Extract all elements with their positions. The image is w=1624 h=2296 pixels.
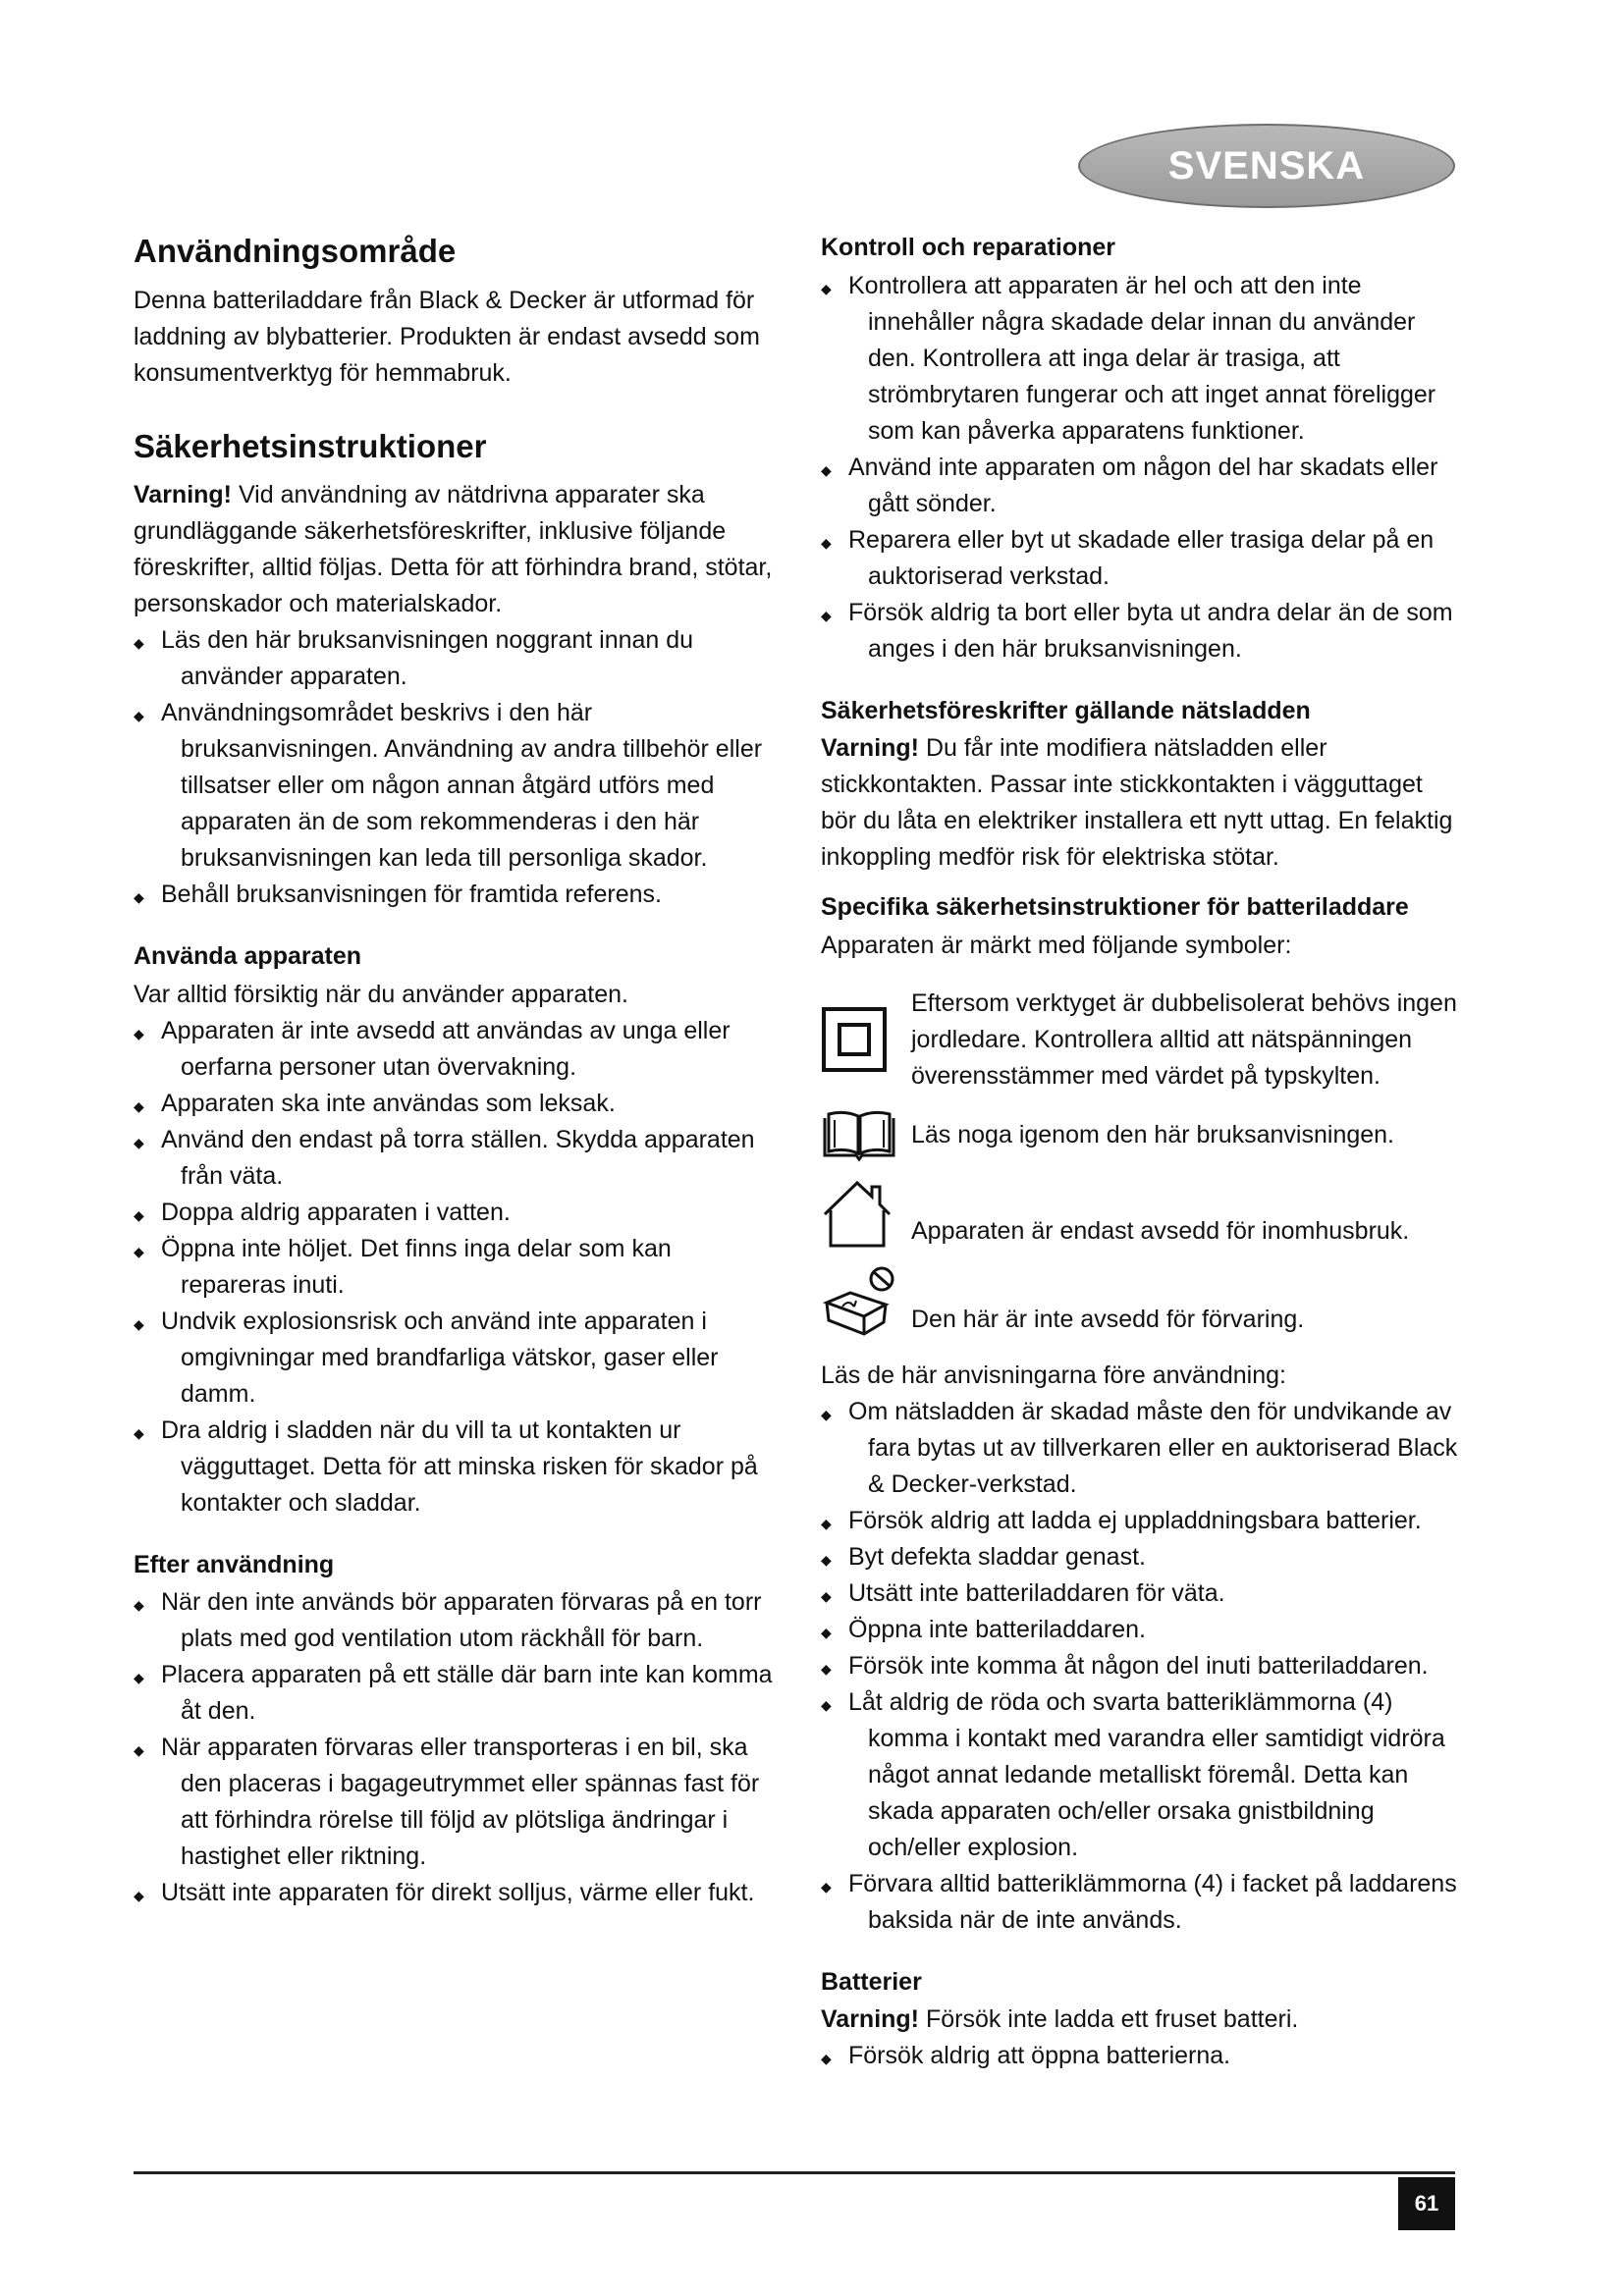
- read-before-text: Läs de här anvisningarna före användning:: [821, 1361, 1286, 1389]
- using-heading: Använda apparaten: [134, 942, 362, 971]
- list-item: ◆ Utsätt inte batteriladdaren för väta.: [821, 1575, 1459, 1612]
- list-item: ◆ Behåll bruksanvisningen för framtida referens.: [134, 877, 782, 913]
- language-tab: [1078, 124, 1455, 208]
- list-item: ◆ Kontrollera att apparaten är hel och att den inte innehåller några skadade delar innan du använder den. Kontrollera att inga delar är trasiga, att strömbrytaren fungerar och att inget annat föreligger som kan påverka apparatens funktioner.: [821, 268, 1459, 450]
- footer-divider: [134, 2171, 1455, 2174]
- list-item: ◆ Använd inte apparaten om någon del har skadats eller gått sönder.: [821, 450, 1459, 522]
- language-tab-label: SVENSKA: [1167, 143, 1366, 187]
- safety-heading: Säkerhetsinstruktioner: [134, 427, 487, 464]
- symbol-text: Apparaten är endast avsedd för inomhusbruk.: [911, 1216, 1410, 1245]
- symbol-row: [821, 1108, 1459, 1163]
- list-item: ◆ Försök aldrig ta bort eller byta ut andra delar än de som anges i den här bruksanvisningen.: [821, 595, 1459, 667]
- safety-warning: [134, 477, 782, 622]
- list-item: ◆ Placera apparaten på ett ställe där barn inte kan komma åt den.: [134, 1657, 782, 1730]
- batteries-warning-label: Varning!: [821, 2005, 920, 2033]
- list-item: ◆ Försök aldrig att ladda ej uppladdningsbara batterier.: [821, 1503, 1459, 1539]
- using-list: [134, 1013, 782, 1522]
- inspection-list: [821, 268, 1459, 667]
- safety-warning-text: Vid användning av nätdrivna apparater ska grundläggande säkerhetsföreskrifter, inklusive följande föreskrifter, alltid följas. Detta för att förhindra brand, stötar, personskador och materialskador.: [134, 481, 773, 618]
- list-item: ◆ Öppna inte höljet. Det finns inga delar som kan repareras inuti.: [134, 1231, 782, 1304]
- cord-warning: [821, 730, 1459, 876]
- intended-use-text: Denna batteriladdare från Black & Decker är utformad för laddning av blybatterier. Produkten är endast avsedd som konsumentverktyg för hemmabruk.: [134, 286, 760, 387]
- cord-warning-label: Varning!: [821, 734, 920, 762]
- list-item: ◆ Reparera eller byt ut skadade eller trasiga delar på en auktoriserad verkstad.: [821, 522, 1459, 595]
- list-item: ◆ När den inte används bör apparaten förvaras på en torr plats med god ventilation utom räckhåll för barn.: [134, 1584, 782, 1657]
- left-column: [134, 232, 782, 1911]
- list-item: ◆ Doppa aldrig apparaten i vatten.: [134, 1195, 782, 1231]
- batteries-warning-text: Försök inte ladda ett fruset batteri.: [919, 2005, 1299, 2033]
- intended-use-heading: Användningsområde: [134, 233, 457, 269]
- list-item: ◆ Om nätsladden är skadad måste den för undvikande av fara bytas ut av tillverkaren eller en auktoriserad Black & Decker-verkstad.: [821, 1394, 1459, 1503]
- symbol-row: [821, 986, 1459, 1095]
- after-use-heading: Efter användning: [134, 1550, 335, 1578]
- batteries-warning: [821, 2002, 1459, 2038]
- right-column: [821, 232, 1459, 2074]
- batteries-list: [821, 2038, 1459, 2074]
- charger-safety-intro: Apparaten är märkt med följande symboler:: [821, 931, 1292, 959]
- list-item: ◆ Öppna inte batteriladdaren.: [821, 1612, 1459, 1648]
- inspection-heading: Kontroll och reparationer: [821, 234, 1116, 261]
- cord-warning-text: Du får inte modifiera nätsladden eller stickkontakten. Passar inte stickkontakten i vägguttaget bör du låta en elektriker installera ett nytt uttag. En felaktig inkoppling medför risk för elektriska stötar.: [821, 734, 1453, 871]
- charger-safety-heading: Specifika säkerhetsinstruktioner för batteriladdare: [821, 893, 1409, 921]
- batteries-heading: Batterier: [821, 1967, 922, 1996]
- list-item: ◆ Läs den här bruksanvisningen noggrant innan du använder apparaten.: [134, 622, 782, 695]
- no-storage-icon: [821, 1263, 897, 1338]
- list-item: ◆ Byt defekta sladdar genast.: [821, 1539, 1459, 1575]
- list-item: ◆ Förvara alltid batteriklämmorna (4) i facket på laddarens baksida när de inte används.: [821, 1866, 1459, 1939]
- symbol-row: [821, 1177, 1459, 1250]
- read-manual-icon: [821, 1108, 897, 1163]
- symbol-text: Läs noga igenom den här bruksanvisningen.: [911, 1121, 1395, 1148]
- list-item: ◆ Låt aldrig de röda och svarta batteriklämmorna (4) komma i kontakt med varandra eller samtidigt vidröra något annat ledande metalliskt föremål. Detta kan skada apparaten och/eller orsaka gnistbildning och/eller explosion.: [821, 1684, 1459, 1866]
- symbol-text: Den här är inte avsedd för förvaring.: [911, 1305, 1305, 1333]
- double-insulation-icon: [821, 1006, 897, 1073]
- indoor-use-icon: [821, 1177, 897, 1250]
- list-item: ◆ När apparaten förvaras eller transporteras i en bil, ska den placeras i bagageutrymmet eller spännas fast för att förhindra rörelse till följd av plötsliga ändringar i hastighet eller riktning.: [134, 1730, 782, 1875]
- list-item: ◆ Utsätt inte apparaten för direkt solljus, värme eller fukt.: [134, 1875, 782, 1911]
- symbol-row: [821, 1263, 1459, 1338]
- list-item: ◆ Försök aldrig att öppna batterierna.: [821, 2038, 1459, 2074]
- list-item: ◆ Apparaten ska inte användas som leksak.: [134, 1086, 782, 1122]
- using-intro: Var alltid försiktig när du använder apparaten.: [134, 980, 629, 1008]
- page-number: 61: [1398, 2177, 1455, 2230]
- safety-warning-label: Varning!: [134, 481, 233, 509]
- list-item: ◆ Användningsområdet beskrivs i den här bruksanvisningen. Användning av andra tillbehör eller tillsatser eller om någon annan åtgärd utförs med apparaten än de som rekommenderas i den här bruksanvisningen kan leda till personliga skador.: [134, 695, 782, 877]
- list-item: ◆ Apparaten är inte avsedd att användas av unga eller oerfarna personer utan övervakning.: [134, 1013, 782, 1086]
- list-item: ◆ Använd den endast på torra ställen. Skydda apparaten från väta.: [134, 1122, 782, 1195]
- list-item: ◆ Dra aldrig i sladden när du vill ta ut kontakten ur vägguttaget. Detta för att minska risken för skador på kontakter och sladdar.: [134, 1413, 782, 1522]
- safety-list: [134, 622, 782, 913]
- list-item: ◆ Undvik explosionsrisk och använd inte apparaten i omgivningar med brandfarliga vätskor, gaser eller damm.: [134, 1304, 782, 1413]
- after-use-list: [134, 1584, 782, 1911]
- charger-safety-list: [821, 1394, 1459, 1939]
- symbol-text: Eftersom verktyget är dubbelisolerat behövs ingen jordledare. Kontrollera alltid att nätspänningen överensstämmer med värdet på typskylten.: [911, 988, 1457, 1090]
- cord-heading: Säkerhetsföreskrifter gällande nätsladden: [821, 696, 1311, 724]
- list-item: ◆ Försök inte komma åt någon del inuti batteriladdaren.: [821, 1648, 1459, 1684]
